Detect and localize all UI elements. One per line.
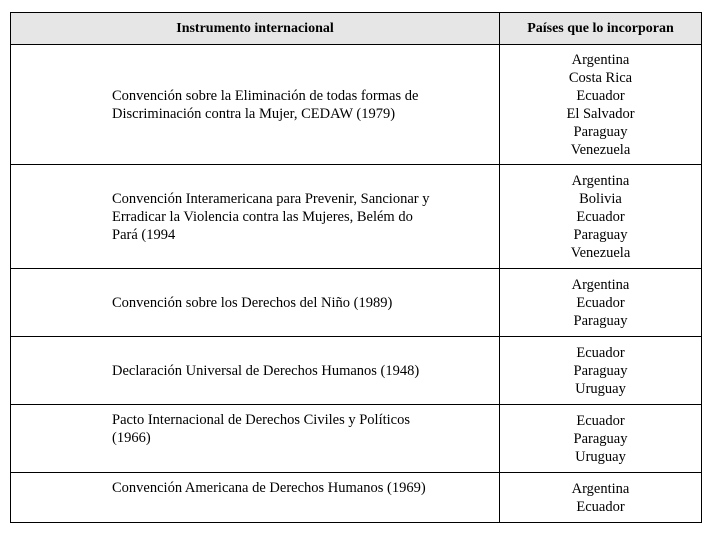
table-row bbox=[11, 269, 702, 337]
header-row bbox=[11, 13, 702, 45]
country: El Salvador bbox=[566, 105, 635, 122]
country: Paraguay bbox=[573, 226, 628, 243]
table-row bbox=[11, 165, 702, 269]
country: Argentina bbox=[571, 276, 630, 293]
country: Ecuador bbox=[576, 412, 625, 429]
country: Costa Rica bbox=[568, 69, 633, 86]
country: Paraguay bbox=[573, 312, 628, 329]
country: Uruguay bbox=[575, 448, 626, 465]
countries-cell bbox=[500, 45, 702, 165]
instrument-cell: Pacto Internacional de Derechos Civiles y Políticos (1966) bbox=[11, 405, 500, 473]
countries-cell bbox=[500, 165, 702, 269]
header-instrument: Instrumento internacional bbox=[11, 13, 500, 45]
table-row bbox=[11, 473, 702, 523]
countries-cell bbox=[500, 473, 702, 523]
countries-cell bbox=[500, 337, 702, 405]
header-countries: Países que lo incorporan bbox=[500, 13, 702, 45]
country: Ecuador bbox=[576, 498, 625, 515]
country: Argentina bbox=[571, 51, 630, 68]
instrument-cell: Convención Interamericana para Prevenir, Sancionar y Erradicar la Violencia contra las Mujeres, Belém do Pará (1994 bbox=[11, 165, 500, 269]
country: Ecuador bbox=[576, 87, 625, 104]
country: Venezuela bbox=[570, 244, 631, 261]
countries-cell bbox=[500, 269, 702, 337]
instrument-cell: Convención sobre la Eliminación de todas formas de Discriminación contra la Mujer, CEDAW (1979) bbox=[11, 45, 500, 165]
country: Argentina bbox=[571, 480, 630, 497]
country: Paraguay bbox=[573, 430, 628, 447]
instrument-cell: Convención sobre los Derechos del Niño (1989) bbox=[11, 269, 500, 337]
country: Uruguay bbox=[575, 380, 626, 397]
table-row bbox=[11, 405, 702, 473]
instruments-table bbox=[10, 12, 702, 523]
country: Ecuador bbox=[576, 208, 625, 225]
country: Bolivia bbox=[579, 190, 622, 207]
country: Paraguay bbox=[573, 362, 628, 379]
countries-cell bbox=[500, 405, 702, 473]
country: Ecuador bbox=[576, 294, 625, 311]
table-row bbox=[11, 45, 702, 165]
table-row bbox=[11, 337, 702, 405]
instrument-cell: Declaración Universal de Derechos Humanos (1948) bbox=[11, 337, 500, 405]
country: Paraguay bbox=[573, 123, 628, 140]
country: Venezuela bbox=[570, 141, 631, 158]
country: Argentina bbox=[571, 172, 630, 189]
instrument-cell: Convención Americana de Derechos Humanos (1969) bbox=[11, 473, 500, 523]
country: Ecuador bbox=[576, 344, 625, 361]
